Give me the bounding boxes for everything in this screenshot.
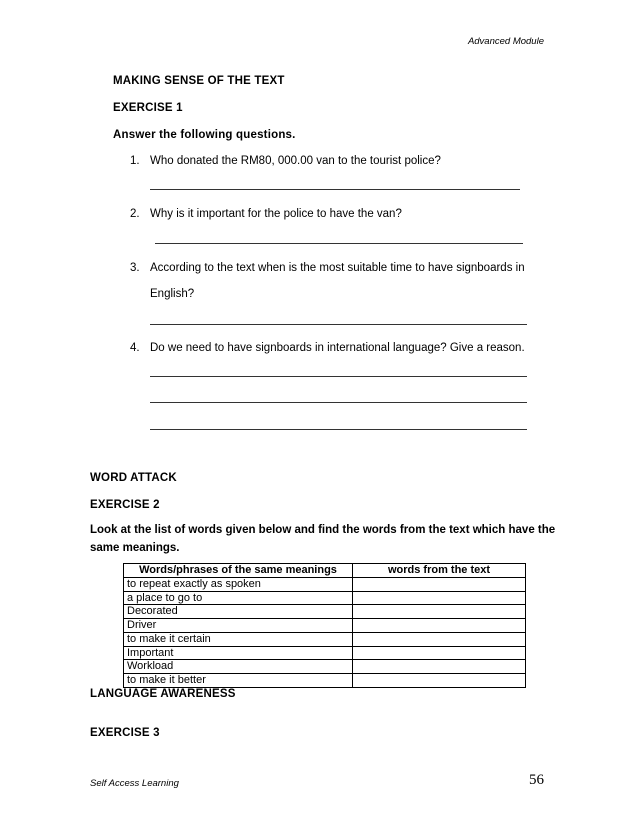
question-2 (130, 208, 402, 220)
answer-cell[interactable] (353, 646, 526, 660)
table-row (124, 632, 526, 646)
section-title-word-attack: WORD ATTACK (90, 472, 177, 484)
question-3-continuation: English? (150, 288, 195, 300)
section-title-making-sense: MAKING SENSE OF THE TEXT (113, 75, 285, 87)
exercise-3-heading: EXERCISE 3 (90, 727, 160, 739)
exercise-2-heading: EXERCISE 2 (90, 499, 160, 511)
answer-cell[interactable] (353, 605, 526, 619)
question-3 (130, 262, 525, 274)
answer-line-1[interactable] (150, 189, 520, 190)
question-4 (130, 342, 525, 354)
table-row (124, 660, 526, 674)
meaning-cell: Workload (124, 660, 353, 674)
table-row (124, 591, 526, 605)
table-row (124, 673, 526, 687)
column-header-words: words from the text (353, 564, 526, 578)
answer-line-4c[interactable] (150, 429, 527, 430)
table-header-row (124, 564, 526, 578)
question-number: 2. (130, 208, 140, 220)
meaning-cell: to make it certain (124, 632, 353, 646)
meaning-cell: Decorated (124, 605, 353, 619)
question-number: 1. (130, 155, 140, 167)
table-row (124, 646, 526, 660)
answer-cell[interactable] (353, 660, 526, 674)
exercise-2-instruction: Look at the list of words given below and find the words from the text which have the same meanings. (90, 524, 556, 554)
table-row (124, 578, 526, 592)
exercise-1-instruction: Answer the following questions. (113, 129, 296, 141)
meaning-cell: to repeat exactly as spoken (124, 578, 353, 592)
module-header: Advanced Module (467, 36, 544, 47)
question-1 (130, 155, 441, 167)
answer-cell[interactable] (353, 619, 526, 633)
answer-cell[interactable] (353, 591, 526, 605)
answer-line-4a[interactable] (150, 376, 527, 377)
meaning-cell: to make it better (124, 673, 353, 687)
section-title-language-awareness: LANGUAGE AWARENESS (90, 688, 236, 700)
question-text: Do we need to have signboards in international language? Give a reason. (150, 342, 525, 354)
table-row (124, 619, 526, 633)
table-row (124, 605, 526, 619)
exercise-1-heading: EXERCISE 1 (113, 102, 183, 114)
question-number: 3. (130, 262, 140, 274)
column-header-meanings: Words/phrases of the same meanings (124, 564, 353, 578)
footer-label: Self Access Learning (90, 778, 179, 789)
answer-line-3[interactable] (150, 324, 527, 325)
question-number: 4. (130, 342, 140, 354)
answer-cell[interactable] (353, 632, 526, 646)
question-text: Who donated the RM80, 000.00 van to the tourist police? (150, 155, 441, 167)
question-text: Why is it important for the police to have the van? (150, 208, 402, 220)
page-number: 56 (529, 772, 544, 788)
question-text: According to the text when is the most suitable time to have signboards in (150, 262, 525, 274)
answer-line-4b[interactable] (150, 402, 527, 403)
word-matching-table (123, 563, 526, 688)
answer-line-2[interactable] (155, 243, 523, 244)
answer-cell[interactable] (353, 578, 526, 592)
meaning-cell: Driver (124, 619, 353, 633)
answer-cell[interactable] (353, 673, 526, 687)
meaning-cell: a place to go to (124, 591, 353, 605)
meaning-cell: Important (124, 646, 353, 660)
